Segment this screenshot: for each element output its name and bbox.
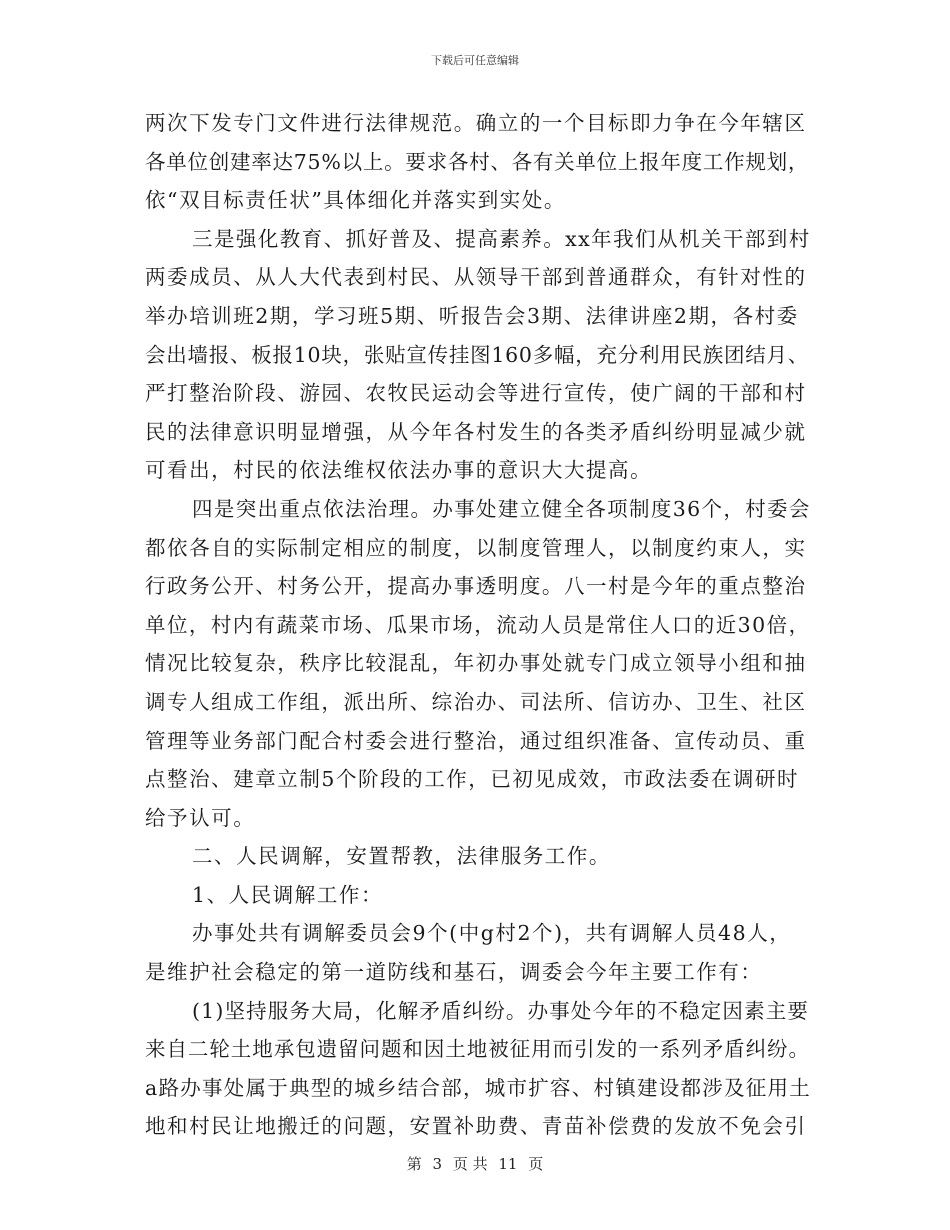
text-line: 举办培训班2期，学习班5期、听报告会3期、法律讲座2期，各村委 <box>145 303 799 328</box>
text-line: 二、人民调解，安置帮教，法律服务工作。 <box>192 844 611 869</box>
footer-suffix: 页 <box>528 1155 544 1173</box>
text-line: 情况比较复杂，秩序比较混乱，年初办事处就专门成立领导小组和抽 <box>145 651 807 676</box>
text-line: 管理等业务部门配合村委会进行整治，通过组织准备、宣传动员、重 <box>145 728 807 753</box>
page-header-note: 下载后可任意编辑 <box>431 54 519 67</box>
text-line: 行政务公开、村务公开，提高办事透明度。八一村是今年的重点整治 <box>145 574 807 599</box>
footer-prefix: 第 <box>406 1155 422 1173</box>
text-line: 单位，村内有蔬菜市场、瓜果市场，流动人员是常住人口的近30倍， <box>145 612 811 637</box>
text-line: 是维护社会稳定的第一道防线和基石，调委会今年主要工作有： <box>145 960 763 985</box>
text-line: 会出墙报、板报10块，张贴宣传挂图160多幅，充分利用民族团结月、 <box>145 342 809 367</box>
text-line: 两次下发专门文件进行法律规范。确立的一个目标即力争在今年辖区 <box>145 111 807 135</box>
text-line: 各单位创建率达75%以上。要求各村、各有关单位上报年度工作规划， <box>145 149 810 174</box>
text-line: 都依各自的实际制定相应的制度，以制度管理人，以制度约束人，实 <box>145 535 807 560</box>
footer-total-pages: 11 <box>498 1155 518 1173</box>
text-line: a路办事处属于典型的城乡结合部，城市扩容、村镇建设都涉及征用土 <box>145 1075 811 1100</box>
text-line: 办事处共有调解委员会9个(中g村2个)，共有调解人员48人， <box>192 921 792 946</box>
text-line: 三是强化教育、抓好普及、提高素养。xx年我们从机关干部到村 <box>192 226 811 251</box>
text-line: 给予认可。 <box>145 805 256 830</box>
text-line: 四是突出重点依法治理。办事处建立健全各项制度36个，村委会 <box>192 496 811 521</box>
text-line: 地和村民让地搬迁的问题，安置补助费、青苗补偿费的发放不免会引 <box>145 1114 807 1139</box>
text-line: 调专人组成工作组，派出所、综治办、司法所、信访办、卫生、社区 <box>145 689 807 714</box>
text-line: 点整治、建章立制5个阶段的工作，已初见成效，市政法委在调研时 <box>145 767 800 792</box>
document-body <box>145 104 810 1146</box>
text-line: 依“双目标责任状”具体细化并落实到实处。 <box>145 188 566 213</box>
text-line: 严打整治阶段、游园、农牧民运动会等进行宣传，使广阔的干部和村 <box>145 381 807 406</box>
page-footer <box>0 1153 950 1174</box>
text-line: 两委成员、从人大代表到村民、从领导干部到普通群众，有针对性的 <box>145 265 807 290</box>
text-line: 民的法律意识明显增强，从今年各村发生的各类矛盾纠纷明显减少就 <box>145 419 807 444</box>
footer-middle: 页 共 <box>452 1155 488 1173</box>
text-line: 来自二轮土地承包遗留问题和因土地被征用而引发的一系列矛盾纠纷。 <box>145 1037 810 1062</box>
text-line: 1、人民调解工作： <box>192 882 383 907</box>
text-line: (1)坚持服务大局，化解矛盾纠纷。办事处今年的不稳定因素主要 <box>192 998 810 1023</box>
footer-current-page: 3 <box>432 1155 443 1173</box>
text-line: 可看出，村民的依法维权依法办事的意识大大提高。 <box>145 458 653 483</box>
